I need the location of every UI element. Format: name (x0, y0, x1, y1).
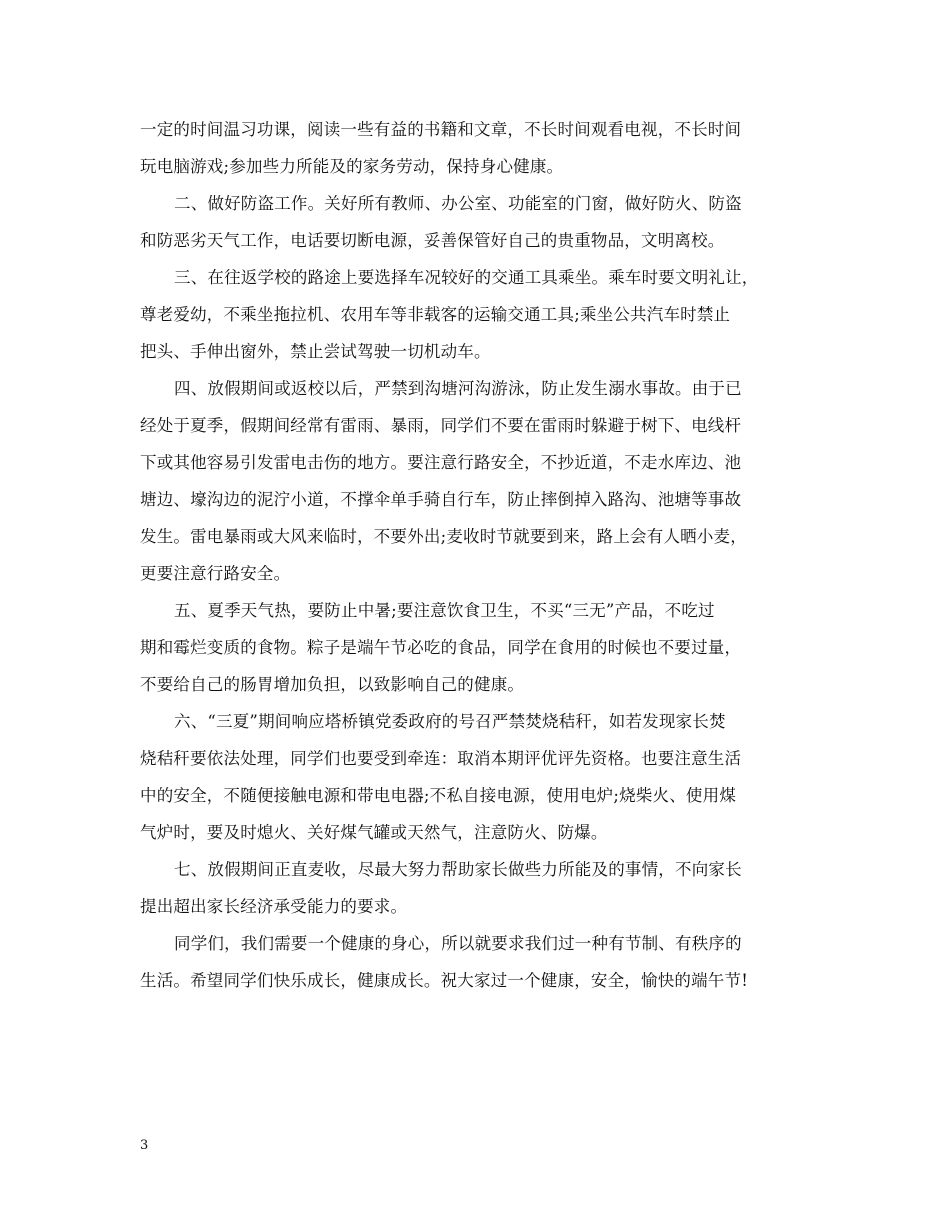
text-line: 塘边、壕沟边的泥泞小道，不撑伞单手骑自行车，防止摔倒掉入路沟、池塘等事故 (140, 490, 742, 509)
text-line: 和防恶劣天气工作，电话要切断电源，妥善保管好自己的贵重物品，文明离校。 (140, 231, 725, 250)
text-line: 提出超出家长经济承受能力的要求。 (140, 897, 408, 916)
text-line: 烧秸秆要依法处理，同学们也要受到牵连：取消本期评优评先资格。也要注意生活 (140, 749, 742, 768)
text-line: 经处于夏季，假期间经常有雷雨、暴雨，同学们不要在雷雨时躲避于树下、电线杆 (140, 416, 742, 435)
text-line: 尊老爱幼，不乘坐拖拉机、农用车等非载客的运输交通工具;乘坐公共汽车时禁止 (140, 305, 731, 324)
paragraph-start-line: 同学们，我们需要一个健康的身心，所以就要求我们过一种有节制、有秩序的 (174, 934, 742, 953)
text-line: 不要给自己的肠胃增加负担，以致影响自己的健康。 (140, 675, 525, 694)
paragraph-start-line: 五、夏季天气热，要防止中暑;要注意饮食卫生，不买“三无”产品，不吃过 (174, 601, 715, 620)
text-line: 一定的时间温习功课，阅读一些有益的书籍和文章，不长时间观看电视，不长时间 (140, 120, 742, 139)
text-line: 期和霉烂变质的食物。粽子是端午节必吃的食品，同学在食用的时候也不要过量， (140, 638, 742, 657)
body-text (140, 117, 812, 1005)
paragraph-start-line: 七、放假期间正直麦收，尽最大努力帮助家长做些力所能及的事情，不向家长 (174, 860, 742, 879)
text-line: 中的安全，不随便接触电源和带电电器;不私自接电源，使用电炉;烧柴火、使用煤 (140, 786, 737, 805)
text-line: 发生。雷电暴雨或大风来临时，不要外出;麦收时节就要到来，路上会有人晒小麦， (140, 527, 747, 546)
paragraph-start-line: 三、在往返学校的路途上要选择车况较好的交通工具乘坐。乘车时要文明礼让， (174, 268, 759, 287)
text-line: 把头、手伸出窗外，禁止尝试驾驶一切机动车。 (140, 342, 491, 361)
text-line: 玩电脑游戏;参加些力所能及的家务劳动，保持身心健康。 (140, 157, 564, 176)
page-number: 3 (140, 1138, 149, 1153)
paragraph-start-line: 六、“三夏”期间响应塔桥镇党委政府的号召严禁焚烧秸秆，如若发现家长焚 (174, 712, 726, 731)
paragraph-start-line: 四、放假期间或返校以后，严禁到沟塘河沟游泳，防止发生溺水事故。由于已 (174, 379, 742, 398)
text-line: 下或其他容易引发雷电击伤的地方。要注意行路安全，不抄近道，不走水库边、池 (140, 453, 742, 472)
text-line: 气炉时，要及时熄火、关好煤气罐或天然气，注意防火、防爆。 (140, 823, 608, 842)
text-line: 生活。希望同学们快乐成长，健康成长。祝大家过一个健康，安全，愉快的端午节! (140, 971, 749, 990)
text-line: 更要注意行路安全。 (140, 564, 291, 583)
paragraph-start-line: 二、做好防盗工作。关好所有教师、办公室、功能室的门窗，做好防火、防盗 (174, 194, 742, 213)
